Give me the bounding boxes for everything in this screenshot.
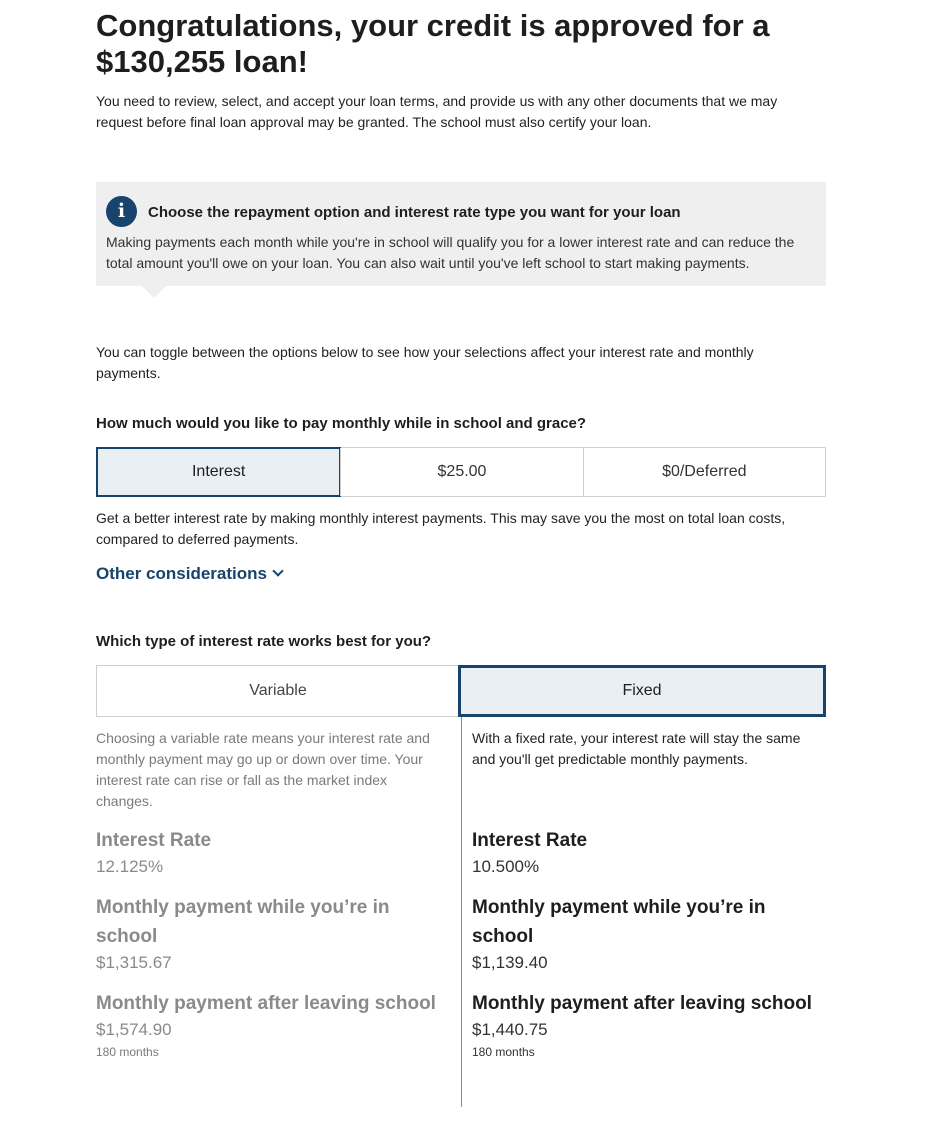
info-callout-title: Choose the repayment option and interest rate type you want for your loan (148, 204, 681, 221)
fixed-after-school-label: Monthly payment after leaving school (472, 993, 812, 1014)
payment-question-label: How much would you like to pay monthly while in school and grace? (96, 415, 587, 432)
variable-in-school-label: Monthly payment while you’re in school (96, 897, 390, 947)
fixed-in-school-label: Monthly payment while you’re in school (472, 897, 766, 947)
other-considerations-label: Other considerations (96, 564, 267, 583)
variable-interest-rate-label: Interest Rate (96, 830, 212, 851)
fixed-rate-column (472, 728, 817, 1060)
payment-option-25[interactable]: $25.00 (340, 448, 582, 496)
rate-question-label: Which type of interest rate works best for you? (96, 633, 432, 650)
variable-rate-column (96, 728, 441, 1060)
fixed-interest-rate-label: Interest Rate (472, 830, 588, 851)
toggle-instructions: You can toggle between the options below to see how your selections affect your interest rate and monthly payments. (96, 344, 754, 381)
fixed-term: 180 months (472, 1045, 535, 1059)
fixed-description: With a fixed rate, your interest rate will stay the same and you'll get predictable monthly payments. (472, 730, 801, 767)
column-divider (461, 717, 462, 1107)
payment-option-description: Get a better interest rate by making monthly interest payments. This may save you the most on total loan costs, compared to deferred payments. (96, 510, 786, 547)
payment-option-interest[interactable]: Interest (96, 447, 341, 497)
other-considerations-toggle[interactable] (96, 564, 282, 584)
variable-description: Choosing a variable rate means your interest rate and monthly payment may go up or down over time. Your interest rate can rise or fall as the market index changes. (96, 730, 430, 809)
variable-after-school-payment: $1,574.90 (96, 1020, 172, 1039)
intro-text: You need to review, select, and accept your loan terms, and provide us with any other documents that we may request before final loan approval may be granted. The school must also certify your loan. (96, 93, 778, 130)
fixed-interest-rate: 10.500% (472, 857, 540, 876)
info-callout-body: Making payments each month while you're in school will qualify you for a lower interest rate and can reduce the total amount you'll owe on your loan. You can also wait until you've left school to start making payments. (106, 234, 795, 271)
variable-interest-rate: 12.125% (96, 857, 164, 876)
info-callout (96, 182, 826, 286)
payment-option-selector (96, 447, 826, 497)
chevron-down-icon (272, 565, 283, 576)
page-title: Congratulations, your credit is approved for a $130,255 loan! (96, 8, 770, 79)
payment-option-deferred[interactable]: $0/Deferred (583, 448, 825, 496)
info-icon: i (106, 196, 137, 227)
rate-option-fixed[interactable]: Fixed (458, 665, 826, 717)
fixed-in-school-payment: $1,139.40 (472, 953, 548, 972)
rate-type-selector (96, 665, 826, 717)
rate-option-variable[interactable]: Variable (249, 682, 307, 699)
variable-term: 180 months (96, 1045, 159, 1059)
variable-after-school-label: Monthly payment after leaving school (96, 993, 436, 1014)
fixed-after-school-payment: $1,440.75 (472, 1020, 548, 1039)
variable-in-school-payment: $1,315.67 (96, 953, 172, 972)
